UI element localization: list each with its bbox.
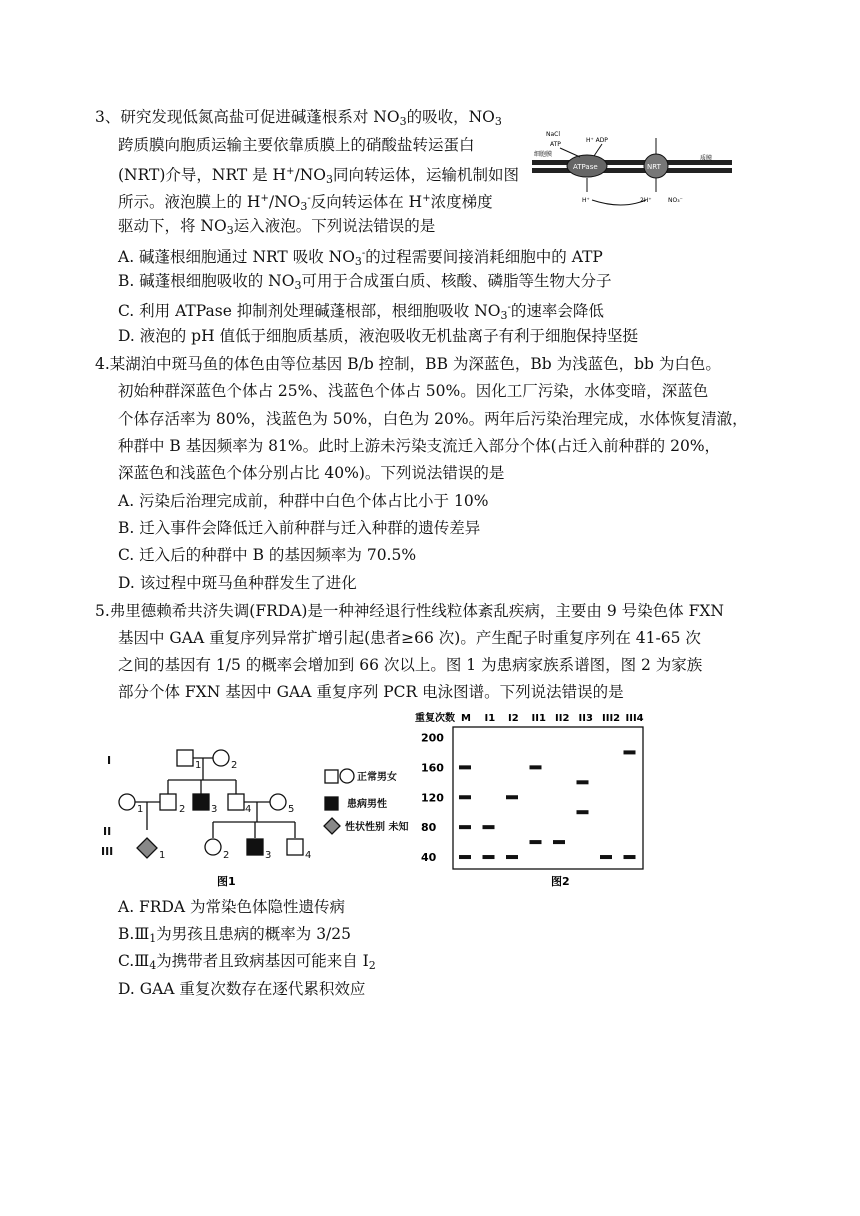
q3-text: (NRT)介导，NRT 是 H xyxy=(118,166,287,184)
nacl-label: NaCl xyxy=(546,131,561,138)
q5-option-a: A. FRDA 为常染色体隐性遗传病 xyxy=(118,898,346,916)
gel-lane-label: II2 xyxy=(555,713,570,724)
gel-ylabel: 重复次数 xyxy=(415,713,455,724)
legend-normal-label: 正常男女 xyxy=(357,772,397,783)
figure-2-caption: 图2 xyxy=(551,875,570,888)
gel-tick-label: 40 xyxy=(421,851,437,865)
q5-line3: 之间的基因有 1/5 的概率会增加到 66 次以上。图 1 为患病家族系谱图，图 2 为家族 xyxy=(118,656,703,674)
q4-line5: 深蓝色和浅蓝色个体分别占比 40%)。下列说法错误的是 xyxy=(118,464,505,482)
atpase-label: ATPase xyxy=(573,163,598,171)
h2-out-label: 2H⁺ xyxy=(640,197,652,204)
q3-text: 反向转运体在 H xyxy=(310,193,423,211)
membrane-right-label: 质膜 xyxy=(700,155,713,162)
gel-lane-label: III2 xyxy=(602,713,621,724)
q3-text: 所示。液泡膜上的 H xyxy=(118,193,261,211)
nrt-label: NRT xyxy=(647,163,661,171)
q3-text: 浓度梯度 xyxy=(430,193,493,211)
pedigree-iii4-male xyxy=(287,839,303,855)
q5-text: C.Ⅲ xyxy=(118,952,150,970)
q5-line1: 5.弗里德赖希共济失调(FRDA)是一种神经退行性线粒体紊乱疾病，主要由 9 号染色体 FXN xyxy=(95,602,724,620)
gel-tick-label: 200 xyxy=(421,731,444,745)
q4-option-b: B. 迁入事件会降低迁入前种群与迁入种群的遗传差异 xyxy=(118,519,481,537)
gel-band xyxy=(459,795,471,799)
q3-option-a xyxy=(118,243,603,273)
q3-text: 的速率会降低 xyxy=(510,302,604,320)
pedigree-iii2-female xyxy=(205,839,221,855)
q3-text: 运入液泡。下列说法错误的是 xyxy=(233,217,436,235)
figure-1-caption: 图1 xyxy=(217,875,236,888)
q3-line3 xyxy=(118,161,519,191)
q3-text: B. 碱蓬根细胞吸收的 NO xyxy=(118,272,295,290)
subscript: 3 xyxy=(300,200,308,213)
superscript: + xyxy=(286,166,295,177)
gel-band xyxy=(530,840,542,844)
legend-unknown-label xyxy=(345,820,408,833)
legend-unknown-icon xyxy=(324,818,340,834)
superscript: - xyxy=(507,302,511,313)
legend-normal-female-icon xyxy=(340,769,354,783)
pedigree-figure xyxy=(95,740,430,890)
gel-lane-label: I2 xyxy=(508,713,519,724)
pedigree-i2-female xyxy=(213,750,229,766)
q3-option-d: D. 液泡的 pH 值低于细胞质基质，液泡吸收无机盐离子有利于细胞保持坚挺 xyxy=(118,327,639,345)
pedigree-number: 5 xyxy=(288,804,295,815)
superscript: + xyxy=(422,193,431,204)
q5-line2: 基因中 GAA 重复序列异常扩增引起(患者≥66 次)。产生配子时重复序列在 41-65 次 xyxy=(118,629,701,647)
q5-option-d: D. GAA 重复次数存在逐代累积效应 xyxy=(118,980,366,998)
superscript: - xyxy=(307,193,311,204)
gel-band xyxy=(624,855,636,859)
pedigree-number: 3 xyxy=(265,850,272,861)
q5-text: 为男孩且患病的概率为 3/25 xyxy=(156,925,352,943)
q3-line5 xyxy=(118,215,435,242)
gel-band xyxy=(600,855,612,859)
q4-option-c: C. 迁入后的种群中 B 的基因频率为 70.5% xyxy=(118,546,417,564)
gel-lane-label: II3 xyxy=(578,713,593,724)
subscript: 3 xyxy=(226,224,234,237)
subscript: 2 xyxy=(368,959,376,972)
gel-frame xyxy=(453,727,643,869)
h-adp-label: H⁺ ADP xyxy=(586,137,608,144)
subscript: 3 xyxy=(494,115,502,128)
generation-label: II xyxy=(103,825,112,838)
pcr-gel-figure xyxy=(415,705,695,890)
gel-band xyxy=(483,855,495,859)
pedigree-i1-male xyxy=(177,750,193,766)
subscript: 1 xyxy=(149,932,157,945)
gel-band xyxy=(553,840,565,844)
q3-text: A. 碱蓬根细胞通过 NRT 吸收 NO xyxy=(118,248,355,266)
pedigree-number: 2 xyxy=(179,804,186,815)
gel-lane-label: I1 xyxy=(484,713,496,724)
q3-option-c xyxy=(118,297,604,327)
q3-text: 的吸收，NO xyxy=(406,108,495,126)
gel-band xyxy=(577,780,589,784)
gel-lane-label: III4 xyxy=(625,713,644,724)
gel-band xyxy=(624,750,636,754)
q5-text: 为携带者且致病基因可能来自 I xyxy=(156,952,369,970)
q4-option-d: D. 该过程中斑马鱼种群发生了进化 xyxy=(118,574,357,592)
generation-label: III xyxy=(101,845,114,858)
subscript: 4 xyxy=(149,959,157,972)
legend-unknown-text: 性状性别 未知 xyxy=(345,822,409,833)
q4-line1: 4.某湖泊中斑马鱼的体色由等位基因 B/b 控制，BB 为深蓝色，Bb 为浅蓝色，bb 为白色。 xyxy=(95,355,721,373)
gel-lane-label: M xyxy=(461,713,471,724)
q3-line4 xyxy=(118,188,493,218)
pedigree-ii3-affected-male xyxy=(193,794,209,810)
legend-affected-label: 患病男性 xyxy=(347,799,387,810)
pedigree-number: 1 xyxy=(159,850,166,861)
subscript: 3 xyxy=(294,279,302,292)
arrow-icon xyxy=(594,144,602,156)
legend-normal-male-icon xyxy=(325,770,338,783)
pedigree-ii4-male xyxy=(228,794,244,810)
q3-text: C. 利用 ATPase 抑制剂处理碱蓬根部，根细胞吸收 NO xyxy=(118,302,501,320)
pedigree-ii5-female xyxy=(270,794,286,810)
q3-text: 同向转运体，运输机制如图 xyxy=(332,166,519,184)
pedigree-iii3-affected-male xyxy=(247,839,263,855)
subscript: 3 xyxy=(399,115,407,128)
pedigree-iii1-unknown xyxy=(137,838,157,858)
no3-out-label: NO₃⁻ xyxy=(668,197,683,204)
q5-line4: 部分个体 FXN 基因中 GAA 重复序列 PCR 电泳图谱。下列说法错误的是 xyxy=(118,683,624,701)
q4-line3: 个体存活率为 80%，浅蓝色为 50%，白色为 20%。两年后污染治理完成，水体恢复清澈， xyxy=(118,410,748,428)
gel-band xyxy=(577,810,589,814)
pedigree-number: 1 xyxy=(195,760,202,771)
pedigree-number: 3 xyxy=(211,804,218,815)
q4-line4: 种群中 B 基因频率为 81%。此时上游未污染支流迁入部分个体(占迁入前种群的 20%， xyxy=(118,437,721,455)
pedigree-number: 2 xyxy=(223,850,230,861)
membrane-bottom xyxy=(532,168,732,173)
q5-option-b xyxy=(118,923,351,950)
pedigree-ii2-male xyxy=(160,794,176,810)
superscript: + xyxy=(260,193,269,204)
gel-band xyxy=(506,855,518,859)
q3-text: /NO xyxy=(268,193,301,211)
membrane-left-label: 细胞膜 xyxy=(534,151,553,158)
gel-band xyxy=(459,825,471,829)
generation-label: I xyxy=(107,754,112,767)
atp-label: ATP xyxy=(550,141,561,148)
q5-option-c xyxy=(118,950,376,977)
gel-lane-label: II1 xyxy=(531,713,546,724)
gel-band xyxy=(483,825,495,829)
q4-line2: 初始种群深蓝色个体占 25%、浅蓝色个体占 50%。因化工厂污染，水体变暗，深蓝色 xyxy=(118,382,709,400)
superscript: - xyxy=(361,248,366,259)
q3-option-b xyxy=(118,270,611,297)
q3-text: /NO xyxy=(294,166,326,184)
arrow-icon xyxy=(592,200,646,205)
pedigree-number: 1 xyxy=(137,804,144,815)
pedigree-ii1-female xyxy=(119,794,135,810)
gel-band xyxy=(459,855,471,859)
q3-text: 驱动下，将 NO xyxy=(118,217,227,235)
q5-text: B.Ⅲ xyxy=(118,925,150,943)
q3-text: 的过程需要间接消耗细胞中的 ATP xyxy=(365,248,603,266)
arrow-icon xyxy=(560,148,580,157)
q4-option-a: A. 污染后治理完成前，种群中白色个体占比小于 10% xyxy=(118,492,489,510)
gel-band xyxy=(506,795,518,799)
gel-band xyxy=(530,765,542,769)
pedigree-number: 2 xyxy=(231,760,238,771)
gel-tick-label: 160 xyxy=(421,761,444,775)
pedigree-number: 4 xyxy=(245,804,252,815)
pedigree-number: 4 xyxy=(305,850,312,861)
legend-affected-male-icon xyxy=(325,797,338,810)
transport-diagram xyxy=(532,130,732,212)
q3-text: 3、研究发现低氮高盐可促进碱蓬根系对 NO xyxy=(95,108,400,126)
subscript: 3 xyxy=(325,173,333,186)
q3-line2: 跨质膜向胞质运输主要依靠质膜上的硝酸盐转运蛋白 xyxy=(118,136,475,154)
gel-tick-label: 120 xyxy=(421,791,444,805)
subscript: 3 xyxy=(354,255,362,268)
h-out-label: H⁺ xyxy=(582,197,590,204)
q3-line1 xyxy=(95,106,502,133)
gel-tick-label: 80 xyxy=(421,821,437,835)
gel-band xyxy=(459,765,471,769)
subscript: 3 xyxy=(500,309,508,322)
q3-text: 可用于合成蛋白质、核酸、磷脂等生物大分子 xyxy=(301,272,612,290)
